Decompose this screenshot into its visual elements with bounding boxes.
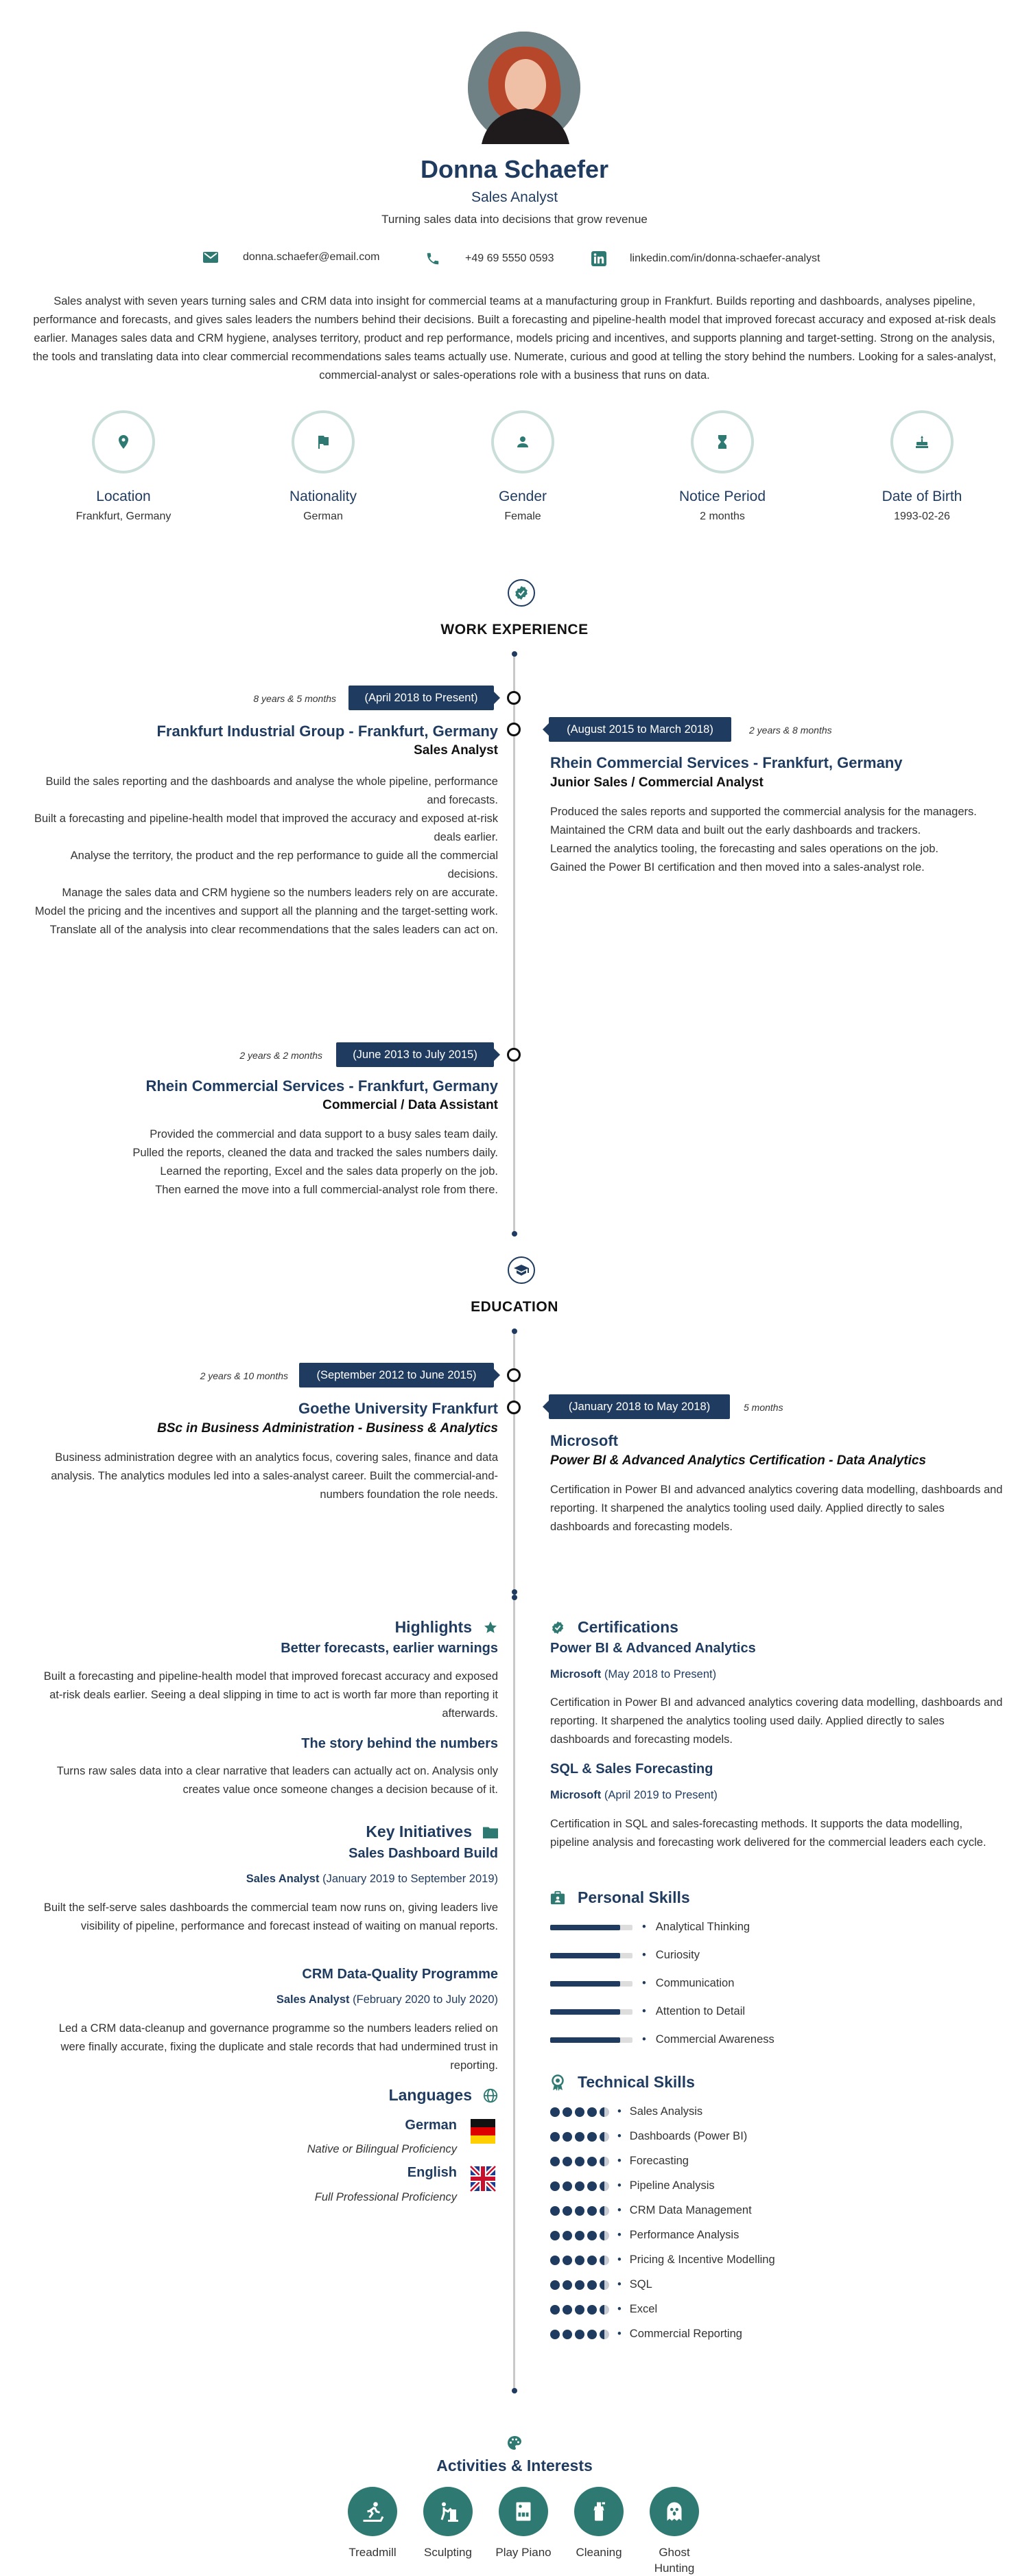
skill-bullet: • [642, 1949, 646, 1961]
job-dates-badge: (August 2015 to March 2018) [549, 717, 731, 742]
initiative-text: Led a CRM data-cleanup and governance programme so the numbers leaders relied on were finally accurate, fixing the duplicate and stale records that had undermined trust in reporting. [58, 2022, 498, 2072]
job-duration: 8 years & 5 months [253, 693, 336, 704]
activity-label: Treadmill [348, 2546, 397, 2559]
skill-name: Commercial Awareness [655, 2033, 774, 2046]
phone-text: +49 69 5550 0593 [465, 253, 554, 264]
rating-dot [563, 2132, 572, 2142]
rating-dot [587, 2157, 597, 2166]
star-icon [483, 1620, 498, 1635]
edu-org: Microsoft [550, 1432, 618, 1449]
rating-dot [575, 2206, 584, 2216]
skill-rating [550, 2157, 609, 2166]
initiative-text: Built the self-serve sales dashboards the commercial team now runs on, giving leaders live visibility of pipeline, performance and forecast instead of waiting on manual reports. [43, 1901, 498, 1932]
skill-name: Analytical Thinking [655, 1921, 750, 1933]
piano-icon [511, 2499, 536, 2524]
job-dates-badge: (April 2018 to Present) [348, 686, 494, 710]
edu-degree: BSc in Business Administration - Business & Analytics [157, 1421, 498, 1436]
id-badge-icon [550, 1890, 565, 1906]
skill-rating [550, 2231, 609, 2240]
rating-dot [550, 2256, 560, 2265]
initiatives-title: Key Initiatives [366, 1823, 472, 1840]
highlights-header [69, 1618, 498, 1637]
skill-rating [550, 2107, 609, 2117]
contact-email[interactable] [203, 251, 379, 264]
timeline-dot [512, 1231, 517, 1237]
job-bullet: Then earned the move into a full commercial-analyst role from there. [155, 1184, 498, 1196]
job-org: Rhein Commercial Services - Frankfurt, Germany [550, 754, 903, 771]
info-value: German [303, 511, 343, 522]
job-bullet: Learned the analytics tooling, the forecasting and sales operations on the job. [550, 843, 938, 855]
technical-skill-row [550, 2278, 652, 2291]
activity-icon-circle [574, 2487, 624, 2536]
technical-skill-row [550, 2328, 742, 2341]
location-pin-icon [115, 434, 132, 450]
activity-icon-circle [423, 2487, 473, 2536]
personal-skills-header [550, 1888, 690, 1907]
skill-bullet: • [617, 2204, 622, 2216]
timeline-dot [512, 2388, 517, 2393]
rating-dot [563, 2157, 572, 2166]
skill-bullet: • [642, 2005, 646, 2017]
rating-dot [600, 2206, 609, 2216]
timeline-node [507, 1401, 521, 1414]
initiative-title: Sales Dashboard Build [348, 1846, 498, 1861]
tagline: Turning sales data into decisions that grow revenue [381, 213, 648, 226]
job-bullet: Provided the commercial and data support to a busy sales team daily. [150, 1128, 498, 1140]
skill-level-bar [550, 2009, 632, 2015]
technical-skill-row [550, 2130, 747, 2143]
skill-name: Pricing & Incentive Modelling [629, 2253, 775, 2266]
job-org: Rhein Commercial Services - Frankfurt, Germany [145, 1077, 498, 1094]
palette-icon [506, 2435, 523, 2455]
work-section-title: WORK EXPERIENCE [440, 622, 589, 637]
skill-name: SQL [629, 2278, 652, 2291]
skill-bullet: • [617, 2303, 622, 2315]
candidate-name: Donna Schaefer [420, 155, 609, 183]
rating-dot [587, 2132, 597, 2142]
job-bullet: Gained the Power BI certification and then moved into a sales-analyst role. [550, 861, 925, 874]
rating-dot [550, 2305, 560, 2315]
info-value: 1993-02-26 [894, 511, 950, 522]
rating-dot [600, 2305, 609, 2315]
info-value: 2 months [700, 511, 745, 522]
activity-icon-circle [348, 2487, 397, 2536]
cleaning-icon [587, 2499, 611, 2524]
rating-dot [563, 2330, 572, 2339]
rating-dot [550, 2330, 560, 2339]
rating-dot [563, 2107, 572, 2117]
cert-text: Certification in SQL and sales-forecasting methods. It supports the data modelling, pipeline analysis and forecasting work delivered for the commercial leaders each cycle. [550, 1818, 986, 1849]
info-label: Location [96, 489, 151, 504]
skill-name: Attention to Detail [655, 2005, 746, 2017]
cert-meta: Microsoft (May 2018 to Present) [550, 1668, 717, 1681]
initiative-meta: Sales Analyst (January 2019 to September 2019) [246, 1873, 498, 1885]
language-name: German [405, 2118, 457, 2133]
rating-dot [550, 2231, 560, 2240]
rating-dot [550, 2132, 560, 2142]
job-bullet: Maintained the CRM data and built out the early dashboards and trackers. [550, 824, 921, 836]
skill-rating [550, 2132, 609, 2142]
personal-skill-row [550, 1977, 734, 1990]
rating-dot [587, 2256, 597, 2265]
rating-dot [563, 2181, 572, 2191]
rating-dot [600, 2280, 609, 2290]
rating-dot [575, 2305, 584, 2315]
ghost-icon [662, 2499, 687, 2524]
timeline-dot [512, 1595, 517, 1600]
highlight-title: The story behind the numbers [301, 1736, 498, 1751]
skill-bullet: • [617, 2130, 622, 2142]
rating-dot [587, 2181, 597, 2191]
info-label: Gender [498, 489, 547, 504]
rating-dot [550, 2157, 560, 2166]
timeline-dot [512, 1589, 517, 1595]
activity-label: Ghost Hunting [654, 2546, 695, 2575]
job-bullet: Learned the reporting, Excel and the sales data properly on the job. [160, 1165, 498, 1178]
linkedin-icon [591, 251, 606, 266]
skill-rating [550, 2181, 609, 2191]
rating-dot [600, 2107, 609, 2117]
skill-name: Excel [629, 2303, 658, 2315]
summary: Sales analyst with seven years turning sales and CRM data into insight for commercial teams at a manufacturing group in Frankfurt. Builds reporting and dashboards, analyses pipeline, performance and forecasts, and gives sales leaders the numbers behind their decisions. Built a forecasting and pipeline-health model that improved forecast accuracy and exposed at-risk deals earlier. Manages sales data and CRM hygiene, analyses territory, product and rep performance, models pricing and incentives, and supports planning and target-setting. Strong on the analysis, the tools and translating data into clear commercial recommendations sales teams actually use. Numerate, curious and good at telling the story behind the numbers. Looking for a sales-analyst, commercial-analyst or sales-operations role with a business that runs on data. [32, 295, 997, 382]
highlight-text: Built a forecasting and pipeline-health model that improved forecast accuracy and exposed at-risk deals earlier. Seeing a deal slipping in time to act is worth far more than reporting it afterwards. [43, 1670, 498, 1720]
certificate-badge-icon [550, 1620, 565, 1635]
timeline-dot [512, 1328, 517, 1334]
job-bullet: Build the sales reporting and the dashboards and analyse the whole pipeline, performance and forecasts. [45, 775, 498, 806]
skill-bullet: • [617, 2179, 622, 2192]
rating-dot [575, 2256, 584, 2265]
rating-dot [575, 2107, 584, 2117]
rating-dot [587, 2330, 597, 2339]
skill-rating [550, 2330, 609, 2339]
edu-duration: 5 months [744, 1402, 783, 1413]
skill-name: Curiosity [655, 1949, 700, 1961]
technical-skill-row [550, 2179, 715, 2192]
language-name: English [407, 2165, 457, 2180]
skill-bullet: • [617, 2278, 622, 2291]
timeline-dot [512, 651, 517, 657]
folder-icon [483, 1825, 498, 1839]
job-org: Frankfurt Industrial Group - Frankfurt, Germany [156, 723, 498, 740]
personal-skill-row [550, 1921, 750, 1934]
globe-icon [483, 2088, 498, 2103]
activity-icon-circle [499, 2487, 548, 2536]
skill-level-bar [550, 1981, 632, 1987]
activity-icon-circle [650, 2487, 699, 2536]
job-bullet: Built a forecasting and pipeline-health model that improved the accuracy and exposed at-risk deals earlier. [34, 812, 498, 843]
rating-dot [563, 2231, 572, 2240]
languages-header [69, 2086, 498, 2105]
timeline-node [507, 691, 521, 705]
cert-meta: Microsoft (April 2019 to Present) [550, 1789, 718, 1801]
flag-icon [315, 434, 331, 450]
language-level: Native or Bilingual Proficiency [307, 2143, 457, 2155]
info-icon-circle [691, 410, 754, 473]
info-icon-circle [292, 410, 355, 473]
rating-dot [575, 2181, 584, 2191]
edu-description: Business administration degree with an analytics focus, covering sales, finance and data analysis. The analytics modules led into a sales-analyst career. Built the commercial-and-numbers foundation the role needs. [51, 1451, 498, 1501]
treadmill-icon [360, 2499, 385, 2524]
skill-name: Dashboards (Power BI) [629, 2130, 748, 2142]
job-role: Junior Sales / Commercial Analyst [550, 775, 764, 790]
job-description [27, 773, 498, 939]
email-icon [203, 251, 218, 264]
job-bullet: Pulled the reports, cleaned the data and tracked the sales numbers daily. [132, 1147, 498, 1159]
education-section-icon [508, 1256, 535, 1284]
skill-bullet: • [642, 1977, 646, 1989]
skill-rating [550, 2206, 609, 2216]
edu-org: Goethe University Frankfurt [298, 1400, 498, 1417]
technical-skill-row [550, 2155, 689, 2168]
avatar [468, 32, 580, 144]
job-dates-badge: (June 2013 to July 2015) [336, 1042, 494, 1067]
skill-level-bar [550, 1953, 632, 1958]
info-icon-circle [890, 410, 954, 473]
initiative-meta: Sales Analyst (February 2020 to July 2020) [276, 1993, 498, 2006]
timeline-node [507, 1368, 521, 1382]
rating-dot [587, 2107, 597, 2117]
skill-level-bar [550, 2037, 632, 2043]
email-text: donna.schaefer@email.com [243, 251, 380, 263]
skill-bullet: • [617, 2229, 622, 2241]
rating-dot [600, 2181, 609, 2191]
info-value: Female [504, 511, 541, 522]
edu-duration: 2 years & 10 months [200, 1370, 288, 1381]
initiatives-header [69, 1823, 498, 1841]
job-bullet: Translate all of the analysis into clear recommendations that the sales leaders can act on. [49, 924, 498, 936]
skill-name: Sales Analysis [629, 2105, 703, 2118]
rating-dot [550, 2107, 560, 2117]
rating-dot [550, 2181, 560, 2191]
skill-name: Communication [655, 1977, 735, 1989]
skill-name: Forecasting [629, 2155, 689, 2167]
skill-bullet: • [617, 2253, 622, 2266]
skill-bullet: • [617, 2105, 622, 2118]
skill-name: Commercial Reporting [629, 2328, 742, 2340]
rating-dot [563, 2206, 572, 2216]
technical-skills-title: Technical Skills [578, 2073, 695, 2091]
rating-dot [563, 2305, 572, 2315]
personal-skills-title: Personal Skills [578, 1888, 690, 1906]
job-role: Commercial / Data Assistant [322, 1098, 498, 1112]
rating-dot [575, 2157, 584, 2166]
technical-skills-header [550, 2073, 695, 2092]
person-icon [514, 434, 531, 450]
rating-dot [587, 2206, 597, 2216]
highlight-text: Turns raw sales data into a clear narrative that leaders can actually act on. Analysis only creates value once someone changes a decision because of it. [56, 1765, 498, 1796]
certifications-header [550, 1618, 678, 1637]
linkedin-text: linkedin.com/in/donna-schaefer-analyst [630, 253, 820, 264]
personal-skill-row [550, 2033, 774, 2046]
technical-skill-row [550, 2204, 752, 2217]
job-duration: 2 years & 8 months [749, 725, 832, 736]
language-level: Full Professional Proficiency [314, 2191, 457, 2203]
technical-skill-row [550, 2253, 775, 2267]
job-description [69, 1125, 498, 1199]
job-bullet: Model the pricing and the incentives and support all the planning and the target-setting work. [34, 905, 498, 917]
initiative-title: CRM Data-Quality Programme [302, 1967, 498, 1982]
highlight-title: Better forecasts, earlier warnings [281, 1641, 498, 1656]
education-section-title: EDUCATION [471, 1299, 558, 1315]
skill-bullet: • [642, 1921, 646, 1933]
rating-dot [575, 2132, 584, 2142]
activity-label: Play Piano [495, 2546, 552, 2559]
skill-bullet: • [642, 2033, 646, 2046]
contact-linkedin[interactable] [591, 251, 820, 266]
rating-dot [550, 2206, 560, 2216]
activity-label: Cleaning [576, 2546, 622, 2559]
info-icon-circle [92, 410, 155, 473]
rating-dot [600, 2157, 609, 2166]
job-duration: 2 years & 2 months [239, 1050, 322, 1061]
job-bullet: Produced the sales reports and supported the commercial analysis for the managers. [550, 806, 977, 818]
skill-rating [550, 2280, 609, 2290]
german-flag-icon [471, 2119, 495, 2144]
job-role: Sales Analyst [414, 743, 498, 758]
info-label: Nationality [289, 489, 357, 504]
hourglass-icon [714, 434, 731, 450]
skill-level-bar [550, 1925, 632, 1930]
activity-label: Sculpting [424, 2546, 472, 2559]
rating-dot [575, 2280, 584, 2290]
info-value: Frankfurt, Germany [75, 511, 172, 522]
job-bullet: Manage the sales data and CRM hygiene so the numbers leaders rely on are accurate. [62, 887, 498, 899]
skill-rating [550, 2305, 609, 2315]
highlights-title: Highlights [394, 1618, 472, 1636]
timeline-line [513, 1599, 515, 2392]
timeline-node [507, 723, 521, 736]
rating-dot [575, 2231, 584, 2240]
edu-dates-badge: (September 2012 to June 2015) [299, 1363, 494, 1387]
uk-flag-icon [471, 2166, 495, 2191]
cert-text: Certification in Power BI and advanced analytics covering data modelling, dashboards and reporting. It sharpened the analytics tooling used daily. Applied directly to sales dashboards and forecasting models. [550, 1696, 1003, 1746]
info-label: Date of Birth [882, 489, 962, 504]
rating-dot [600, 2231, 609, 2240]
skill-name: Performance Analysis [629, 2229, 740, 2241]
skill-name: CRM Data Management [629, 2204, 752, 2216]
edu-degree: Power BI & Advanced Analytics Certification - Data Analytics [550, 1453, 926, 1468]
technical-skill-row [550, 2105, 702, 2118]
info-label: Notice Period [678, 489, 766, 504]
timeline-node [507, 1048, 521, 1062]
contact-phone[interactable] [425, 251, 554, 266]
rating-dot [600, 2256, 609, 2265]
edu-description: Certification in Power BI and advanced analytics covering data modelling, dashboards and reporting. It sharpened the analytics tooling used daily. Applied directly to sales dashboards and forecasting models. [550, 1484, 1003, 1533]
skill-rating [550, 2256, 609, 2265]
personal-skill-row [550, 2005, 745, 2018]
rating-dot [600, 2132, 609, 2142]
cert-title: SQL & Sales Forecasting [550, 1761, 713, 1777]
languages-title: Languages [388, 2086, 472, 2104]
info-icon-circle [491, 410, 554, 473]
cake-icon [914, 434, 930, 450]
rating-dot [575, 2330, 584, 2339]
technical-skill-row [550, 2303, 657, 2316]
rating-dot [587, 2280, 597, 2290]
job-bullet: Analyse the territory, the product and the rep performance to guide all the commercial decisions. [70, 850, 498, 880]
rating-dot [563, 2256, 572, 2265]
rating-dot [587, 2231, 597, 2240]
timeline-line [513, 655, 515, 1235]
personal-skill-row [550, 1949, 700, 1962]
skill-name: Pipeline Analysis [629, 2179, 715, 2192]
edu-dates-badge: (January 2018 to May 2018) [549, 1394, 730, 1419]
cert-title: Power BI & Advanced Analytics [550, 1641, 756, 1656]
skill-bullet: • [617, 2155, 622, 2167]
candidate-title: Sales Analyst [471, 189, 558, 205]
sculpting-icon [436, 2499, 460, 2524]
rating-dot [563, 2280, 572, 2290]
rating-dot [587, 2305, 597, 2315]
work-section-icon [508, 579, 535, 607]
rating-dot [550, 2280, 560, 2290]
activities-title: Activities & Interests [436, 2457, 593, 2474]
technical-skill-row [550, 2229, 739, 2242]
certifications-title: Certifications [578, 1618, 678, 1636]
skill-bullet: • [617, 2328, 622, 2340]
job-description [550, 803, 989, 877]
rating-dot [600, 2330, 609, 2339]
phone-icon [425, 251, 440, 266]
award-ribbon-icon [550, 2074, 565, 2091]
